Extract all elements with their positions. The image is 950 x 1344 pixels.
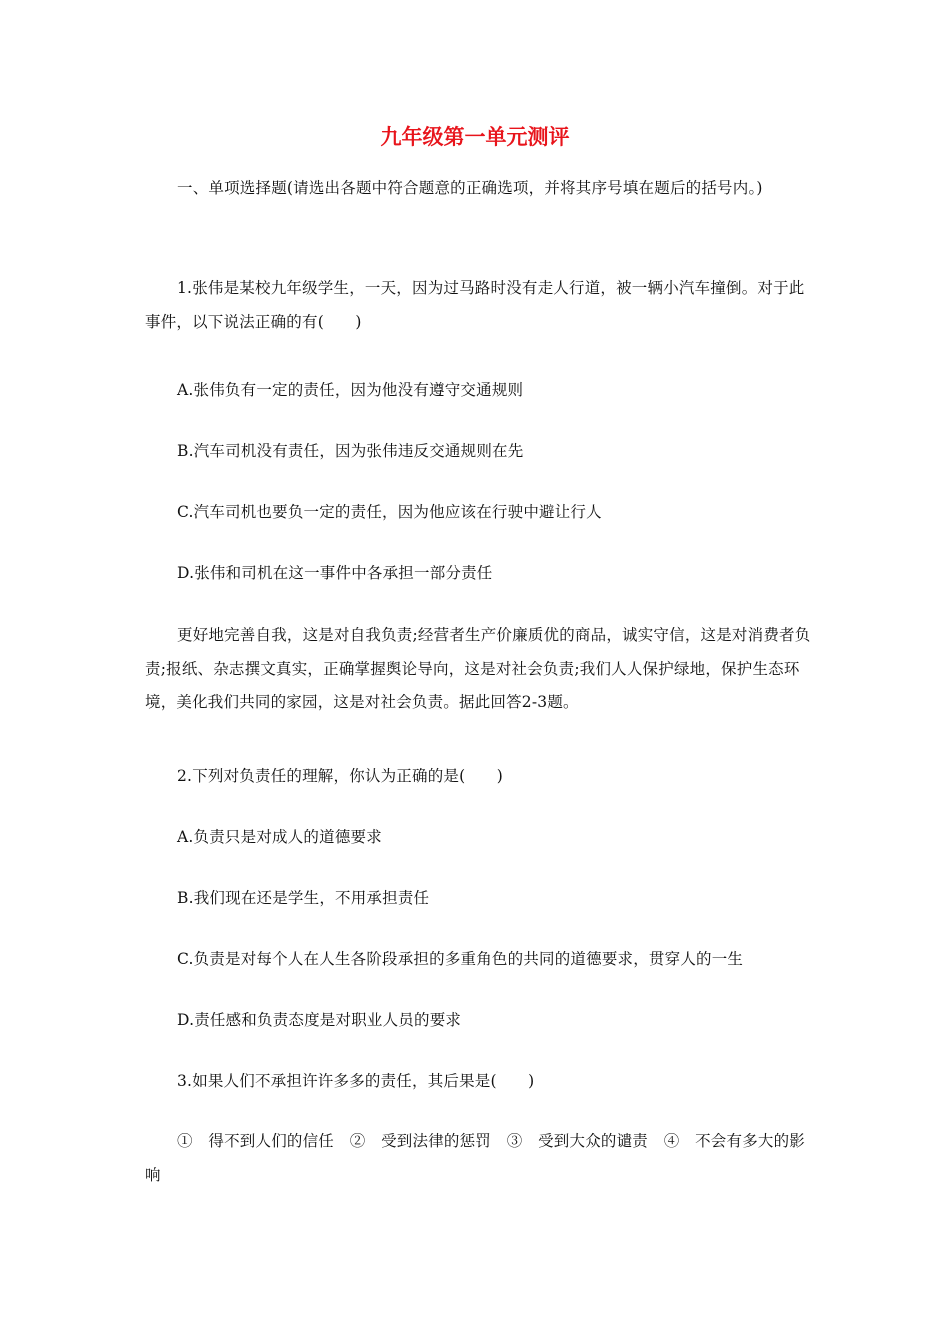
question-2-option-b: B.我们现在还是学生，不用承担责任 bbox=[177, 889, 430, 907]
question-1-option-b: B.汽车司机没有责任，因为张伟违反交通规则在先 bbox=[177, 442, 524, 460]
question-2-stem: 2.下列对负责任的理解，你认为正确的是( ) bbox=[177, 767, 503, 785]
page-title: 九年级第一单元测评 bbox=[380, 124, 570, 149]
question-3-stem: 3.如果人们不承担许许多多的责任，其后果是( ) bbox=[177, 1072, 535, 1090]
question-2-option-d: D.责任感和负责态度是对职业人员的要求 bbox=[177, 1011, 462, 1029]
question-2-option-a: A.负责只是对成人的道德要求 bbox=[177, 828, 382, 846]
question-3-choices: ① 得不到人们的信任 ② 受到法律的惩罚 ③ 受到大众的谴责 ④ 不会有多大的影响 bbox=[145, 1132, 806, 1184]
section-heading: 一、单项选择题(请选出各题中符合题意的正确选项，并将其序号填在题后的括号内。) bbox=[177, 179, 763, 197]
question-1-option-c: C.汽车司机也要负一定的责任，因为他应该在行驶中避让行人 bbox=[177, 503, 602, 521]
question-1-option-d: D.张伟和司机在这一事件中各承担一部分责任 bbox=[177, 564, 493, 582]
question-1-option-a: A.张伟负有一定的责任，因为他没有遵守交通规则 bbox=[177, 381, 524, 399]
question-1-stem: 1.张伟是某校九年级学生，一天，因为过马路时没有走人行道，被一辆小汽车撞倒。对于此事件，以下说法正确的有( ) bbox=[145, 279, 805, 331]
reading-material: 更好地完善自我，这是对自我负责;经营者生产价廉质优的商品，诚实守信，这是对消费者负责;报纸、杂志撰文真实，正确掌握舆论导向，这是对社会负责;我们人人保护绿地，保护生态环境，美化我们共同的家园，这是对社会负责。据此回答2-3题。 bbox=[145, 626, 811, 711]
question-2-option-c: C.负责是对每个人在人生各阶段承担的多重角色的共同的道德要求，贯穿人的一生 bbox=[177, 950, 744, 968]
